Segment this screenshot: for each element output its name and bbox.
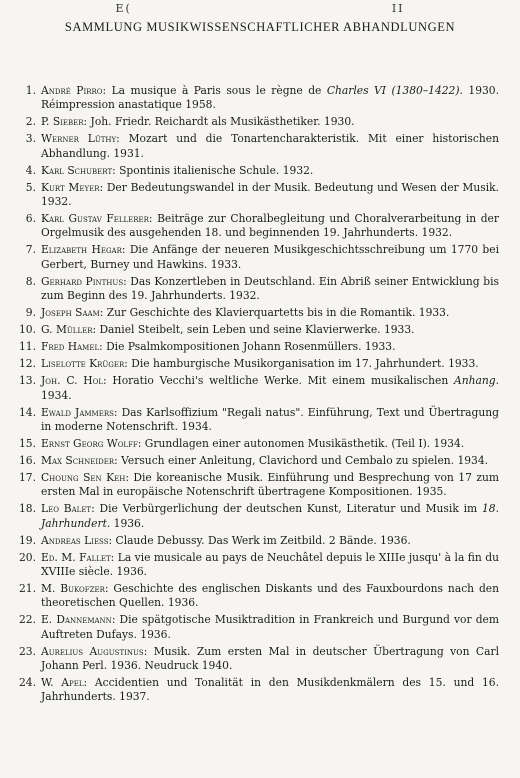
entry-author: Andreas Liess bbox=[41, 533, 109, 547]
fragment-right: II bbox=[391, 2, 405, 15]
entry-text bbox=[41, 84, 499, 112]
list-item bbox=[0, 164, 520, 178]
entry-number: 5. bbox=[25, 180, 36, 194]
entry-title: : Die hamburgische Musikorganisation im 17. Jahrhundert. 1933. bbox=[124, 357, 479, 371]
entry-number: 13. bbox=[19, 374, 36, 388]
list-item bbox=[0, 551, 520, 579]
list-item bbox=[0, 502, 520, 530]
entry-number: 16. bbox=[19, 454, 36, 468]
entry-title: : Geschichte des englischen Diskants und des Fauxbourdons nach den theoretischen Quellen. 1936. bbox=[41, 582, 499, 610]
entry-author: Elizabeth Hegar bbox=[41, 243, 122, 257]
list-item bbox=[0, 84, 520, 112]
list-item bbox=[0, 406, 520, 434]
entry-number: 21. bbox=[19, 582, 36, 596]
list-item bbox=[0, 275, 520, 303]
entry-author: Gerhard Pinthus bbox=[41, 274, 124, 288]
entry-author: G. Müller bbox=[41, 323, 93, 337]
entry-title: : Das Karlsoffizium "Regali natus". Einführung, Text und Übertragung in moderne Notenschrift. 1934. bbox=[41, 405, 500, 433]
entry-title-italic: Charles VI (1380–1422). bbox=[326, 84, 463, 97]
entry-title-rest: 1930. Réimpression anastatique 1958. bbox=[41, 84, 499, 112]
entry-number: 4. bbox=[25, 163, 36, 177]
entry-number: 19. bbox=[19, 533, 36, 547]
entry-number: 11. bbox=[19, 340, 36, 354]
entry-author: Choung Sen Keh bbox=[41, 471, 126, 485]
entry-text bbox=[41, 437, 499, 451]
entry-title-italic: Anhang. bbox=[454, 374, 499, 388]
list-item bbox=[0, 645, 520, 673]
list-item bbox=[0, 582, 520, 610]
list-item bbox=[0, 471, 520, 499]
entry-text bbox=[41, 357, 499, 371]
entry-number: 10. bbox=[19, 323, 36, 337]
entry-title: : Spontinis italienische Schule. 1932. bbox=[112, 163, 314, 177]
entry-title: : Das Konzertleben in Deutschland. Ein Abriß seiner Entwicklung bis zum Beginn des 19. Jahrhunderts. 1932. bbox=[41, 274, 499, 302]
entry-text bbox=[41, 115, 499, 129]
entry-title: : Accidentien und Tonalität in den Musikdenkmälern des 15. und 16. Jahrhunderts. 1937. bbox=[41, 676, 499, 704]
entry-title: : Die Psalmkompositionen Johann Rosenmüllers. 1933. bbox=[99, 340, 396, 354]
entry-text bbox=[41, 243, 499, 271]
list-item bbox=[0, 676, 520, 704]
entry-author: M. Bukofzer bbox=[41, 582, 105, 596]
entry-title: : Die Anfänge der neueren Musikgeschichtsschreibung um 1770 bei Gerbert, Burney und Hawkins. 1933. bbox=[41, 243, 499, 271]
entry-author: Aurelius Augustinus bbox=[41, 644, 144, 658]
entry-text bbox=[41, 132, 499, 160]
list-item bbox=[0, 454, 520, 468]
entry-author: Leo Balet bbox=[41, 502, 92, 516]
entry-number: 23. bbox=[19, 644, 36, 658]
entry-title: : Claude Debussy. Das Werk im Zeitbild. 2 Bände. 1936. bbox=[108, 533, 411, 547]
entry-title: : Joh. Friedr. Reichardt als Musikästhetiker. 1930. bbox=[83, 115, 355, 129]
fragment-left: E( bbox=[115, 2, 132, 15]
entry-title: : Mozart und die Tonartencharakteristik. Mit einer historischen Abhandlung. 1931. bbox=[41, 132, 499, 160]
entry-number: 9. bbox=[25, 305, 36, 319]
entry-author: Max Schneider bbox=[41, 454, 115, 468]
entry-author: Liselotte Krüger bbox=[41, 357, 125, 371]
entry-number: 18. bbox=[19, 502, 36, 516]
list-item bbox=[0, 357, 520, 371]
entry-number: 1. bbox=[25, 84, 36, 97]
entry-number: 6. bbox=[25, 212, 36, 226]
series-title: SAMMLUNG MUSIKWISSENSCHAFTLICHER ABHANDLUNGEN bbox=[64, 20, 456, 34]
entry-title: : Versuch einer Anleitung, Clavichord und Cembalo zu spielen. 1934. bbox=[114, 454, 489, 468]
entry-number: 14. bbox=[19, 405, 36, 419]
entry-number: 8. bbox=[25, 274, 36, 288]
entry-author: André Pirro bbox=[41, 84, 103, 97]
cropped-header-fragment bbox=[0, 2, 520, 15]
entry-author: Werner Lüthy bbox=[41, 132, 117, 146]
entry-number: 2. bbox=[25, 115, 36, 129]
entry-text bbox=[41, 454, 499, 468]
entry-text bbox=[41, 582, 499, 610]
entry-text bbox=[41, 212, 499, 240]
list-item bbox=[0, 115, 520, 129]
list-item bbox=[0, 323, 520, 337]
entry-author: Ed. M. Fallet bbox=[41, 550, 111, 564]
entry-title: : Der Bedeutungswandel in der Musik. Bedeutung und Wesen der Musik. 1932. bbox=[41, 180, 499, 208]
entry-text bbox=[41, 551, 499, 579]
entry-number: 20. bbox=[19, 550, 36, 564]
entry-title: : Zur Geschichte des Klavierquartetts bis in die Romantik. 1933. bbox=[99, 305, 450, 319]
entry-text bbox=[41, 534, 499, 548]
entry-number: 7. bbox=[25, 243, 36, 257]
entry-number: 3. bbox=[25, 132, 36, 146]
entry-text bbox=[41, 323, 499, 337]
list-item bbox=[0, 181, 520, 209]
list-item bbox=[0, 340, 520, 354]
entry-text bbox=[41, 374, 499, 402]
entry-text bbox=[41, 340, 499, 354]
entry-title: : Musik. Zum ersten Mal in deutscher Übertragung von Carl Johann Perl. 1936. Neudruck 1940. bbox=[41, 644, 500, 672]
entry-author: P. Sieber bbox=[41, 115, 84, 129]
entry-title-italic: 18. Jahrhundert. bbox=[41, 502, 499, 530]
entry-title: : Grundlagen einer autonomen Musikästhetik. (Teil I). 1934. bbox=[137, 436, 465, 450]
entry-text bbox=[41, 406, 499, 434]
entry-title-rest: 1934. bbox=[41, 388, 72, 402]
entry-author: Karl Schubert bbox=[41, 163, 113, 177]
entry-author: Ernst Georg Wolff bbox=[41, 436, 138, 450]
entry-author: Fred Hamel bbox=[41, 340, 100, 354]
entry-title: : Die Verbürgerlichung der deutschen Kunst, Literatur und Musik im bbox=[91, 502, 482, 516]
list-item bbox=[0, 306, 520, 320]
entry-text bbox=[41, 306, 499, 320]
list-item bbox=[0, 243, 520, 271]
list-item bbox=[0, 374, 520, 402]
publication-list bbox=[0, 84, 520, 707]
entry-author: Karl Gustav Fellerer bbox=[41, 212, 149, 226]
entry-text bbox=[41, 676, 499, 704]
entry-author: Joh. C. Hol bbox=[41, 374, 104, 388]
list-item bbox=[0, 534, 520, 548]
entry-title: : La musique à Paris sous le règne de bbox=[102, 84, 327, 97]
list-item bbox=[0, 437, 520, 451]
entry-title-rest: 1936. bbox=[110, 516, 145, 530]
list-item bbox=[0, 212, 520, 240]
entry-text bbox=[41, 275, 499, 303]
entry-title: : La vie musicale au pays de Neuchâtel depuis le XIIIe jusqu' à la fin du XVIIIe siècle. 1936. bbox=[41, 550, 500, 579]
entry-title: : Beiträge zur Choralbegleitung und Choralverarbeitung in der Orgelmusik des ausgehenden 18. und beginnenden 19. Jahrhunderts. 1932. bbox=[41, 212, 499, 240]
entry-text bbox=[41, 502, 499, 530]
entry-text bbox=[41, 164, 499, 178]
entry-text bbox=[41, 471, 499, 499]
entry-title: : Horatio Vecchi's weltliche Werke. Mit einem musikalischen bbox=[103, 374, 455, 388]
list-item bbox=[0, 613, 520, 641]
entry-number: 17. bbox=[19, 471, 36, 485]
list-item bbox=[0, 132, 520, 160]
entry-number: 15. bbox=[19, 436, 36, 450]
entry-text bbox=[41, 613, 499, 641]
entry-number: 22. bbox=[19, 613, 36, 627]
entry-title: : Die koreanische Musik. Einführung und Besprechung von 17 zum ersten Mal in europäische Notenschrift übertragene Kompositionen. 1935. bbox=[41, 471, 499, 499]
entry-title: : Die spätgotische Musiktradition in Frankreich und Burgund vor dem Auftreten Dufays. 1936. bbox=[41, 613, 500, 641]
entry-title: : Daniel Steibelt, sein Leben und seine Klavierwerke. 1933. bbox=[92, 323, 415, 337]
entry-author: E. Dannemann bbox=[41, 613, 112, 627]
entry-number: 24. bbox=[19, 676, 36, 689]
entry-text bbox=[41, 645, 499, 673]
entry-author: Joseph Saam bbox=[41, 305, 100, 319]
entry-text bbox=[41, 181, 499, 209]
entry-author: Ewald Jammers bbox=[41, 405, 114, 419]
entry-number: 12. bbox=[19, 357, 36, 371]
entry-author: W. Apel bbox=[41, 676, 84, 689]
entry-author: Kurt Meyer bbox=[41, 180, 100, 194]
